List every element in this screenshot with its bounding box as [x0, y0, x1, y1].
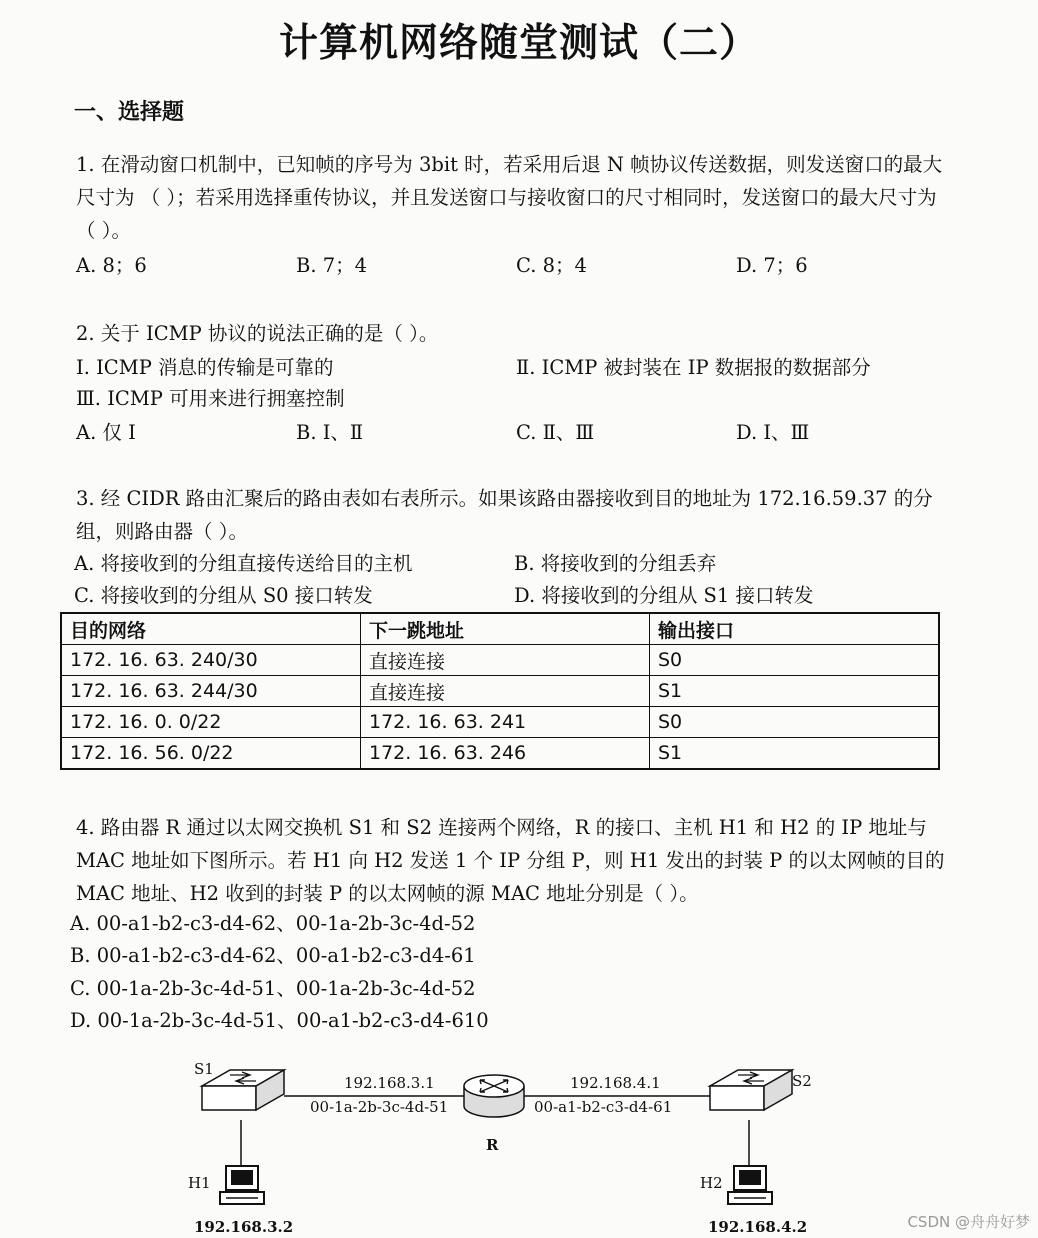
watermark: CSDN @舟舟好梦: [907, 1213, 1030, 1231]
host-h1-ip: 192.168.3.2: [194, 1218, 294, 1236]
q2-text: 2. 关于 ICMP 协议的说法正确的是（ ）。: [76, 322, 439, 345]
q1-option-a: A. 8；6: [76, 254, 147, 277]
routing-table: [60, 612, 940, 770]
router-right-mac: 00-a1-b2-c3-d4-61: [534, 1098, 673, 1116]
table-cell: 直接连接: [361, 676, 650, 707]
q2-option-d: D. Ⅰ、Ⅲ: [736, 421, 810, 444]
table-cell: 172. 16. 0. 0/22: [61, 707, 361, 738]
q4-option-d: D. 00-1a-2b-3c-4d-51、00-a1-b2-c3-d4-610: [70, 1009, 489, 1032]
host-h1-icon: [220, 1166, 264, 1204]
table-cell: S0: [650, 645, 940, 676]
table-cell: 172. 16. 63. 240/30: [61, 645, 361, 676]
q3-option-b: B. 将接收到的分组丢弃: [514, 552, 717, 575]
q4-text: 4. 路由器 R 通过以太网交换机 S1 和 S2 连接两个网络，R 的接口、主机 H1 和 H2 的 IP 地址与 MAC 地址如下图所示。若 H1 向 H2 发送 1 个 IP 分组 P，则 H1 发出的封装 P 的以太网帧的目的 MAC 地址、H2 收到的封装 P 的以太网帧的源 MAC 地址分别是（ ）。: [76, 816, 945, 905]
q2-statement-3: Ⅲ. ICMP 可用来进行拥塞控制: [76, 387, 345, 410]
q2-statement-1: Ⅰ. ICMP 消息的传输是可靠的: [76, 356, 334, 379]
table-row: [61, 738, 939, 770]
table-cell: 172. 16. 63. 246: [361, 738, 650, 770]
table-row: [61, 676, 939, 707]
q2-option-a: A. 仅 Ⅰ: [76, 421, 136, 444]
table-cell: S1: [650, 738, 940, 770]
switch-s2-label: S2: [792, 1072, 812, 1090]
network-diagram: [180, 1058, 840, 1238]
q1-text: 1. 在滑动窗口机制中，已知帧的序号为 3bit 时，若采用后退 N 帧协议传送数据，则发送窗口的最大尺寸为 （ ）；若采用选择重传协议，并且发送窗口与接收窗口的尺寸相同时，发送窗口的最大尺寸为（ ）。: [76, 153, 943, 242]
q1-option-b: B. 7；4: [296, 254, 368, 277]
host-h1-label: H1: [188, 1174, 211, 1192]
table-cell: S0: [650, 707, 940, 738]
section-heading: 一、选择题: [74, 100, 185, 125]
host-h2-icon: [728, 1166, 772, 1204]
column-header: 输出接口: [650, 613, 940, 645]
router-right-ip: 192.168.4.1: [570, 1074, 661, 1092]
router-left-ip: 192.168.3.1: [344, 1074, 435, 1092]
table-row: [61, 645, 939, 676]
q4-option-c: C. 00-1a-2b-3c-4d-51、00-1a-2b-3c-4d-52: [70, 977, 476, 1000]
q3-text: 3. 经 CIDR 路由汇聚后的路由表如右表所示。如果该路由器接收到目的地址为 172.16.59.37 的分组，则路由器（ ）。: [76, 487, 933, 543]
router-label: R: [486, 1136, 499, 1154]
router-left-mac: 00-1a-2b-3c-4d-51: [310, 1098, 449, 1116]
column-header: 目的网络: [61, 613, 361, 645]
column-header: 下一跳地址: [361, 613, 650, 645]
router-icon: [464, 1075, 524, 1117]
switch-s1-label: S1: [194, 1060, 214, 1078]
host-h2-label: H2: [700, 1174, 723, 1192]
q3-option-c: C. 将接收到的分组从 S0 接口转发: [74, 584, 373, 607]
q3-option-d: D. 将接收到的分组从 S1 接口转发: [514, 584, 814, 607]
page-title: 计算机网络随堂测试（二）: [278, 21, 759, 66]
q4-option-a: A. 00-a1-b2-c3-d4-62、00-1a-2b-3c-4d-52: [70, 912, 476, 935]
q4-option-b: B. 00-a1-b2-c3-d4-62、00-a1-b2-c3-d4-61: [70, 944, 476, 967]
switch-s1-icon: [202, 1070, 284, 1110]
table-cell: 172. 16. 56. 0/22: [61, 738, 361, 770]
q1-option-c: C. 8；4: [516, 254, 587, 277]
table-cell: 直接连接: [361, 645, 650, 676]
switch-s2-icon: [710, 1070, 792, 1110]
q3-option-a: A. 将接收到的分组直接传送给目的主机: [74, 552, 413, 575]
table-header-row: [61, 613, 939, 645]
q2-option-c: C. Ⅱ、Ⅲ: [516, 421, 595, 444]
q1-option-d: D. 7；6: [736, 254, 808, 277]
host-h2-ip: 192.168.4.2: [708, 1218, 808, 1236]
table-cell: 172. 16. 63. 244/30: [61, 676, 361, 707]
q2-statement-2: Ⅱ. ICMP 被封装在 IP 数据报的数据部分: [516, 356, 871, 379]
table-row: [61, 707, 939, 738]
table-cell: 172. 16. 63. 241: [361, 707, 650, 738]
table-cell: S1: [650, 676, 940, 707]
q2-option-b: B. Ⅰ、Ⅱ: [296, 421, 364, 444]
